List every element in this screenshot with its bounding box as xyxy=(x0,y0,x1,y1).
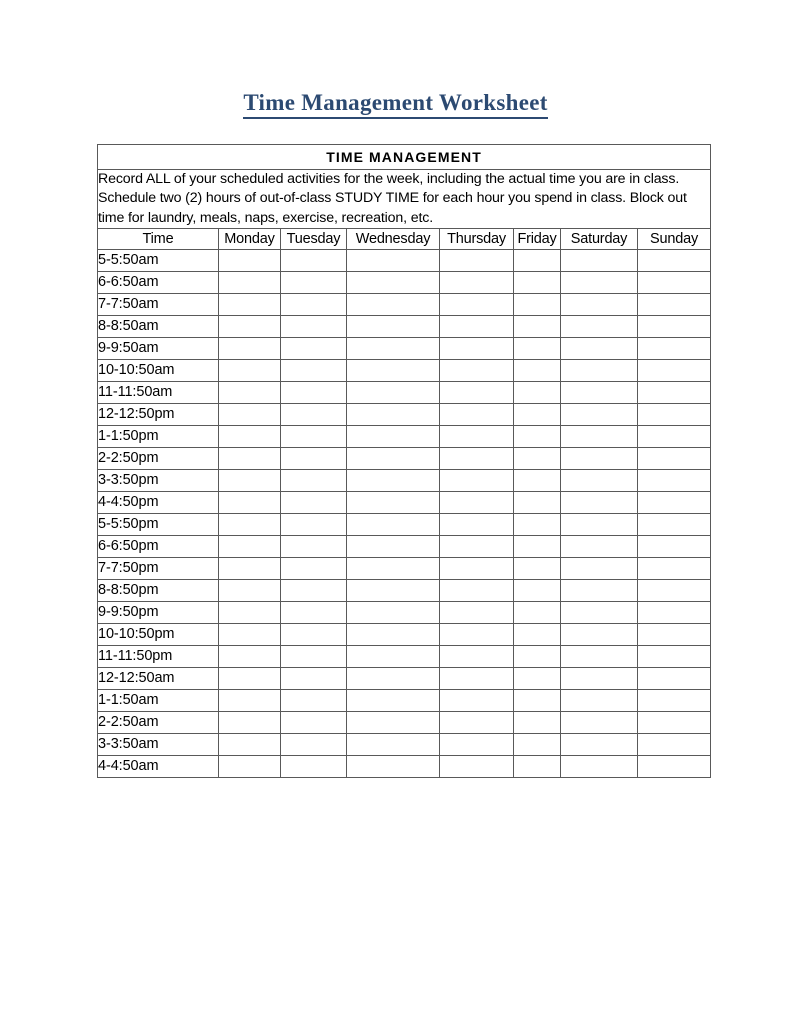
schedule-cell-saturday[interactable] xyxy=(561,645,638,667)
schedule-cell-tuesday[interactable] xyxy=(281,315,347,337)
schedule-cell-wednesday[interactable] xyxy=(347,425,440,447)
schedule-cell-saturday[interactable] xyxy=(561,667,638,689)
schedule-cell-thursday[interactable] xyxy=(440,249,514,271)
schedule-cell-saturday[interactable] xyxy=(561,249,638,271)
table-row xyxy=(98,711,711,733)
schedule-cell-wednesday[interactable] xyxy=(347,645,440,667)
schedule-cell-monday[interactable] xyxy=(219,491,281,513)
time-slot-label: 2-2:50pm xyxy=(98,447,219,469)
schedule-cell-tuesday[interactable] xyxy=(281,447,347,469)
time-slot-label: 8-8:50pm xyxy=(98,579,219,601)
schedule-cell-monday[interactable] xyxy=(219,711,281,733)
schedule-cell-saturday[interactable] xyxy=(561,425,638,447)
schedule-cell-sunday[interactable] xyxy=(638,469,711,491)
page-title-text: Time Management Worksheet xyxy=(243,90,547,119)
schedule-cell-friday[interactable] xyxy=(514,337,561,359)
page-title xyxy=(0,90,791,119)
schedule-cell-wednesday[interactable] xyxy=(347,381,440,403)
schedule-cell-friday[interactable] xyxy=(514,403,561,425)
schedule-cell-sunday[interactable] xyxy=(638,513,711,535)
time-slot-label: 9-9:50pm xyxy=(98,601,219,623)
schedule-cell-tuesday[interactable] xyxy=(281,623,347,645)
schedule-cell-tuesday[interactable] xyxy=(281,513,347,535)
schedule-cell-sunday[interactable] xyxy=(638,403,711,425)
schedule-cell-monday[interactable] xyxy=(219,469,281,491)
schedule-cell-tuesday[interactable] xyxy=(281,271,347,293)
table-row xyxy=(98,271,711,293)
schedule-cell-friday[interactable] xyxy=(514,601,561,623)
schedule-cell-friday[interactable] xyxy=(514,623,561,645)
schedule-cell-tuesday[interactable] xyxy=(281,711,347,733)
schedule-cell-wednesday[interactable] xyxy=(347,601,440,623)
schedule-cell-saturday[interactable] xyxy=(561,557,638,579)
time-slot-label: 2-2:50am xyxy=(98,711,219,733)
schedule-cell-tuesday[interactable] xyxy=(281,359,347,381)
schedule-cell-wednesday[interactable] xyxy=(347,513,440,535)
schedule-cell-saturday[interactable] xyxy=(561,733,638,755)
schedule-cell-sunday[interactable] xyxy=(638,249,711,271)
schedule-cell-tuesday[interactable] xyxy=(281,425,347,447)
table-row xyxy=(98,425,711,447)
schedule-cell-saturday[interactable] xyxy=(561,579,638,601)
table-row xyxy=(98,293,711,315)
table-body xyxy=(98,145,711,778)
schedule-cell-monday[interactable] xyxy=(219,249,281,271)
schedule-cell-monday[interactable] xyxy=(219,579,281,601)
column-header-row xyxy=(98,228,711,249)
schedule-cell-tuesday[interactable] xyxy=(281,293,347,315)
time-slot-label: 3-3:50pm xyxy=(98,469,219,491)
schedule-cell-sunday[interactable] xyxy=(638,359,711,381)
table-row xyxy=(98,667,711,689)
column-header-saturday: Saturday xyxy=(561,228,638,249)
schedule-cell-tuesday[interactable] xyxy=(281,689,347,711)
schedule-cell-friday[interactable] xyxy=(514,579,561,601)
schedule-cell-friday[interactable] xyxy=(514,469,561,491)
schedule-cell-tuesday[interactable] xyxy=(281,491,347,513)
schedule-cell-saturday[interactable] xyxy=(561,271,638,293)
schedule-cell-wednesday[interactable] xyxy=(347,293,440,315)
schedule-cell-thursday[interactable] xyxy=(440,645,514,667)
schedule-cell-thursday[interactable] xyxy=(440,623,514,645)
schedule-cell-tuesday[interactable] xyxy=(281,733,347,755)
schedule-cell-wednesday[interactable] xyxy=(347,755,440,777)
schedule-cell-monday[interactable] xyxy=(219,645,281,667)
schedule-cell-monday[interactable] xyxy=(219,623,281,645)
schedule-cell-thursday[interactable] xyxy=(440,271,514,293)
time-slot-label: 10-10:50am xyxy=(98,359,219,381)
schedule-cell-friday[interactable] xyxy=(514,711,561,733)
schedule-cell-thursday[interactable] xyxy=(440,425,514,447)
column-header-sunday: Sunday xyxy=(638,228,711,249)
schedule-cell-saturday[interactable] xyxy=(561,491,638,513)
schedule-cell-wednesday[interactable] xyxy=(347,337,440,359)
schedule-cell-wednesday[interactable] xyxy=(347,271,440,293)
time-slot-label: 6-6:50pm xyxy=(98,535,219,557)
schedule-cell-sunday[interactable] xyxy=(638,425,711,447)
schedule-cell-friday[interactable] xyxy=(514,381,561,403)
schedule-cell-friday[interactable] xyxy=(514,689,561,711)
schedule-cell-saturday[interactable] xyxy=(561,447,638,469)
table-row xyxy=(98,381,711,403)
schedule-cell-thursday[interactable] xyxy=(440,491,514,513)
schedule-cell-wednesday[interactable] xyxy=(347,491,440,513)
table-row xyxy=(98,601,711,623)
schedule-cell-sunday[interactable] xyxy=(638,271,711,293)
schedule-cell-thursday[interactable] xyxy=(440,557,514,579)
schedule-cell-wednesday[interactable] xyxy=(347,249,440,271)
schedule-cell-monday[interactable] xyxy=(219,689,281,711)
schedule-cell-tuesday[interactable] xyxy=(281,601,347,623)
schedule-cell-sunday[interactable] xyxy=(638,755,711,777)
schedule-cell-saturday[interactable] xyxy=(561,403,638,425)
schedule-cell-monday[interactable] xyxy=(219,601,281,623)
time-slot-label: 9-9:50am xyxy=(98,337,219,359)
table-row xyxy=(98,359,711,381)
schedule-cell-wednesday[interactable] xyxy=(347,711,440,733)
banner-row xyxy=(98,145,711,170)
schedule-cell-saturday[interactable] xyxy=(561,689,638,711)
table-row xyxy=(98,337,711,359)
schedule-cell-sunday[interactable] xyxy=(638,293,711,315)
schedule-cell-thursday[interactable] xyxy=(440,513,514,535)
schedule-cell-saturday[interactable] xyxy=(561,337,638,359)
schedule-cell-saturday[interactable] xyxy=(561,623,638,645)
schedule-cell-thursday[interactable] xyxy=(440,689,514,711)
schedule-cell-wednesday[interactable] xyxy=(347,469,440,491)
table-banner-title: TIME MANAGEMENT xyxy=(98,145,711,170)
schedule-cell-monday[interactable] xyxy=(219,271,281,293)
schedule-cell-monday[interactable] xyxy=(219,513,281,535)
table-row xyxy=(98,447,711,469)
schedule-cell-saturday[interactable] xyxy=(561,535,638,557)
time-slot-label: 1-1:50pm xyxy=(98,425,219,447)
schedule-cell-friday[interactable] xyxy=(514,755,561,777)
time-slot-label: 12-12:50pm xyxy=(98,403,219,425)
time-slot-label: 5-5:50pm xyxy=(98,513,219,535)
schedule-cell-friday[interactable] xyxy=(514,271,561,293)
schedule-cell-thursday[interactable] xyxy=(440,733,514,755)
schedule-cell-tuesday[interactable] xyxy=(281,249,347,271)
schedule-cell-wednesday[interactable] xyxy=(347,557,440,579)
schedule-cell-tuesday[interactable] xyxy=(281,337,347,359)
table-row xyxy=(98,689,711,711)
schedule-cell-monday[interactable] xyxy=(219,447,281,469)
schedule-cell-tuesday[interactable] xyxy=(281,667,347,689)
column-header-time: Time xyxy=(98,228,219,249)
schedule-cell-thursday[interactable] xyxy=(440,469,514,491)
time-slot-label: 4-4:50pm xyxy=(98,491,219,513)
column-header-tuesday: Tuesday xyxy=(281,228,347,249)
table-row xyxy=(98,623,711,645)
schedule-cell-thursday[interactable] xyxy=(440,667,514,689)
schedule-cell-thursday[interactable] xyxy=(440,579,514,601)
schedule-cell-saturday[interactable] xyxy=(561,469,638,491)
schedule-cell-saturday[interactable] xyxy=(561,359,638,381)
schedule-cell-friday[interactable] xyxy=(514,491,561,513)
instructions-row xyxy=(98,170,711,229)
table-row xyxy=(98,403,711,425)
schedule-cell-wednesday[interactable] xyxy=(347,667,440,689)
time-slot-label: 6-6:50am xyxy=(98,271,219,293)
table-row xyxy=(98,491,711,513)
schedule-cell-tuesday[interactable] xyxy=(281,535,347,557)
table-row xyxy=(98,535,711,557)
schedule-cell-monday[interactable] xyxy=(219,359,281,381)
time-slot-label: 11-11:50pm xyxy=(98,645,219,667)
schedule-cell-monday[interactable] xyxy=(219,403,281,425)
schedule-cell-wednesday[interactable] xyxy=(347,733,440,755)
table-row xyxy=(98,249,711,271)
schedule-cell-thursday[interactable] xyxy=(440,711,514,733)
schedule-cell-monday[interactable] xyxy=(219,293,281,315)
schedule-cell-sunday[interactable] xyxy=(638,645,711,667)
schedule-cell-saturday[interactable] xyxy=(561,755,638,777)
schedule-cell-saturday[interactable] xyxy=(561,293,638,315)
schedule-cell-thursday[interactable] xyxy=(440,447,514,469)
time-slot-label: 4-4:50am xyxy=(98,755,219,777)
schedule-cell-wednesday[interactable] xyxy=(347,623,440,645)
table-row xyxy=(98,557,711,579)
schedule-cell-monday[interactable] xyxy=(219,733,281,755)
time-management-table xyxy=(97,144,711,778)
schedule-cell-tuesday[interactable] xyxy=(281,469,347,491)
schedule-cell-thursday[interactable] xyxy=(440,381,514,403)
schedule-cell-friday[interactable] xyxy=(514,315,561,337)
schedule-cell-sunday[interactable] xyxy=(638,601,711,623)
schedule-cell-saturday[interactable] xyxy=(561,601,638,623)
schedule-cell-thursday[interactable] xyxy=(440,359,514,381)
table-row xyxy=(98,469,711,491)
schedule-cell-thursday[interactable] xyxy=(440,403,514,425)
schedule-cell-sunday[interactable] xyxy=(638,491,711,513)
schedule-cell-saturday[interactable] xyxy=(561,315,638,337)
schedule-cell-sunday[interactable] xyxy=(638,623,711,645)
table-row xyxy=(98,645,711,667)
schedule-cell-friday[interactable] xyxy=(514,557,561,579)
schedule-cell-tuesday[interactable] xyxy=(281,755,347,777)
schedule-cell-sunday[interactable] xyxy=(638,447,711,469)
time-slot-label: 7-7:50pm xyxy=(98,557,219,579)
schedule-cell-sunday[interactable] xyxy=(638,315,711,337)
schedule-cell-wednesday[interactable] xyxy=(347,579,440,601)
schedule-cell-thursday[interactable] xyxy=(440,293,514,315)
schedule-cell-monday[interactable] xyxy=(219,557,281,579)
schedule-cell-friday[interactable] xyxy=(514,667,561,689)
schedule-cell-monday[interactable] xyxy=(219,667,281,689)
schedule-cell-friday[interactable] xyxy=(514,733,561,755)
schedule-cell-monday[interactable] xyxy=(219,535,281,557)
schedule-cell-friday[interactable] xyxy=(514,249,561,271)
time-slot-label: 11-11:50am xyxy=(98,381,219,403)
schedule-cell-tuesday[interactable] xyxy=(281,403,347,425)
schedule-cell-sunday[interactable] xyxy=(638,337,711,359)
schedule-cell-tuesday[interactable] xyxy=(281,579,347,601)
schedule-cell-wednesday[interactable] xyxy=(347,359,440,381)
schedule-cell-sunday[interactable] xyxy=(638,711,711,733)
schedule-cell-friday[interactable] xyxy=(514,447,561,469)
schedule-cell-wednesday[interactable] xyxy=(347,535,440,557)
schedule-cell-friday[interactable] xyxy=(514,645,561,667)
column-header-friday: Friday xyxy=(514,228,561,249)
schedule-cell-wednesday[interactable] xyxy=(347,403,440,425)
time-slot-label: 5-5:50am xyxy=(98,249,219,271)
schedule-cell-sunday[interactable] xyxy=(638,733,711,755)
schedule-cell-sunday[interactable] xyxy=(638,381,711,403)
table-row xyxy=(98,733,711,755)
schedule-cell-sunday[interactable] xyxy=(638,579,711,601)
schedule-cell-sunday[interactable] xyxy=(638,667,711,689)
time-slot-label: 8-8:50am xyxy=(98,315,219,337)
table-row xyxy=(98,513,711,535)
schedule-cell-thursday[interactable] xyxy=(440,315,514,337)
schedule-cell-sunday[interactable] xyxy=(638,689,711,711)
time-slot-label: 7-7:50am xyxy=(98,293,219,315)
schedule-cell-friday[interactable] xyxy=(514,425,561,447)
schedule-cell-friday[interactable] xyxy=(514,535,561,557)
column-header-monday: Monday xyxy=(219,228,281,249)
schedule-cell-thursday[interactable] xyxy=(440,535,514,557)
schedule-cell-wednesday[interactable] xyxy=(347,689,440,711)
schedule-cell-sunday[interactable] xyxy=(638,557,711,579)
schedule-cell-tuesday[interactable] xyxy=(281,645,347,667)
table-row xyxy=(98,315,711,337)
schedule-cell-wednesday[interactable] xyxy=(347,315,440,337)
schedule-cell-tuesday[interactable] xyxy=(281,381,347,403)
schedule-cell-monday[interactable] xyxy=(219,755,281,777)
schedule-cell-wednesday[interactable] xyxy=(347,447,440,469)
schedule-cell-monday[interactable] xyxy=(219,315,281,337)
time-slot-label: 10-10:50pm xyxy=(98,623,219,645)
schedule-cell-friday[interactable] xyxy=(514,359,561,381)
time-slot-label: 12-12:50am xyxy=(98,667,219,689)
schedule-cell-thursday[interactable] xyxy=(440,755,514,777)
time-slot-label: 1-1:50am xyxy=(98,689,219,711)
schedule-cell-saturday[interactable] xyxy=(561,513,638,535)
column-header-wednesday: Wednesday xyxy=(347,228,440,249)
column-header-thursday: Thursday xyxy=(440,228,514,249)
schedule-cell-friday[interactable] xyxy=(514,513,561,535)
schedule-cell-monday[interactable] xyxy=(219,337,281,359)
schedule-cell-monday[interactable] xyxy=(219,425,281,447)
instructions-text: Record ALL of your scheduled activities for the week, including the actual time you are in class. Schedule two (2) hours of out-of-class STUDY TIME for each hour you spend in class. Block out time for laundry, meals, naps, exercise, recreation, etc. xyxy=(98,170,711,229)
schedule-cell-tuesday[interactable] xyxy=(281,557,347,579)
table-row xyxy=(98,755,711,777)
schedule-cell-monday[interactable] xyxy=(219,381,281,403)
schedule-cell-thursday[interactable] xyxy=(440,337,514,359)
schedule-cell-sunday[interactable] xyxy=(638,535,711,557)
schedule-cell-thursday[interactable] xyxy=(440,601,514,623)
schedule-cell-saturday[interactable] xyxy=(561,711,638,733)
schedule-cell-saturday[interactable] xyxy=(561,381,638,403)
table-row xyxy=(98,579,711,601)
time-slot-label: 3-3:50am xyxy=(98,733,219,755)
schedule-cell-friday[interactable] xyxy=(514,293,561,315)
